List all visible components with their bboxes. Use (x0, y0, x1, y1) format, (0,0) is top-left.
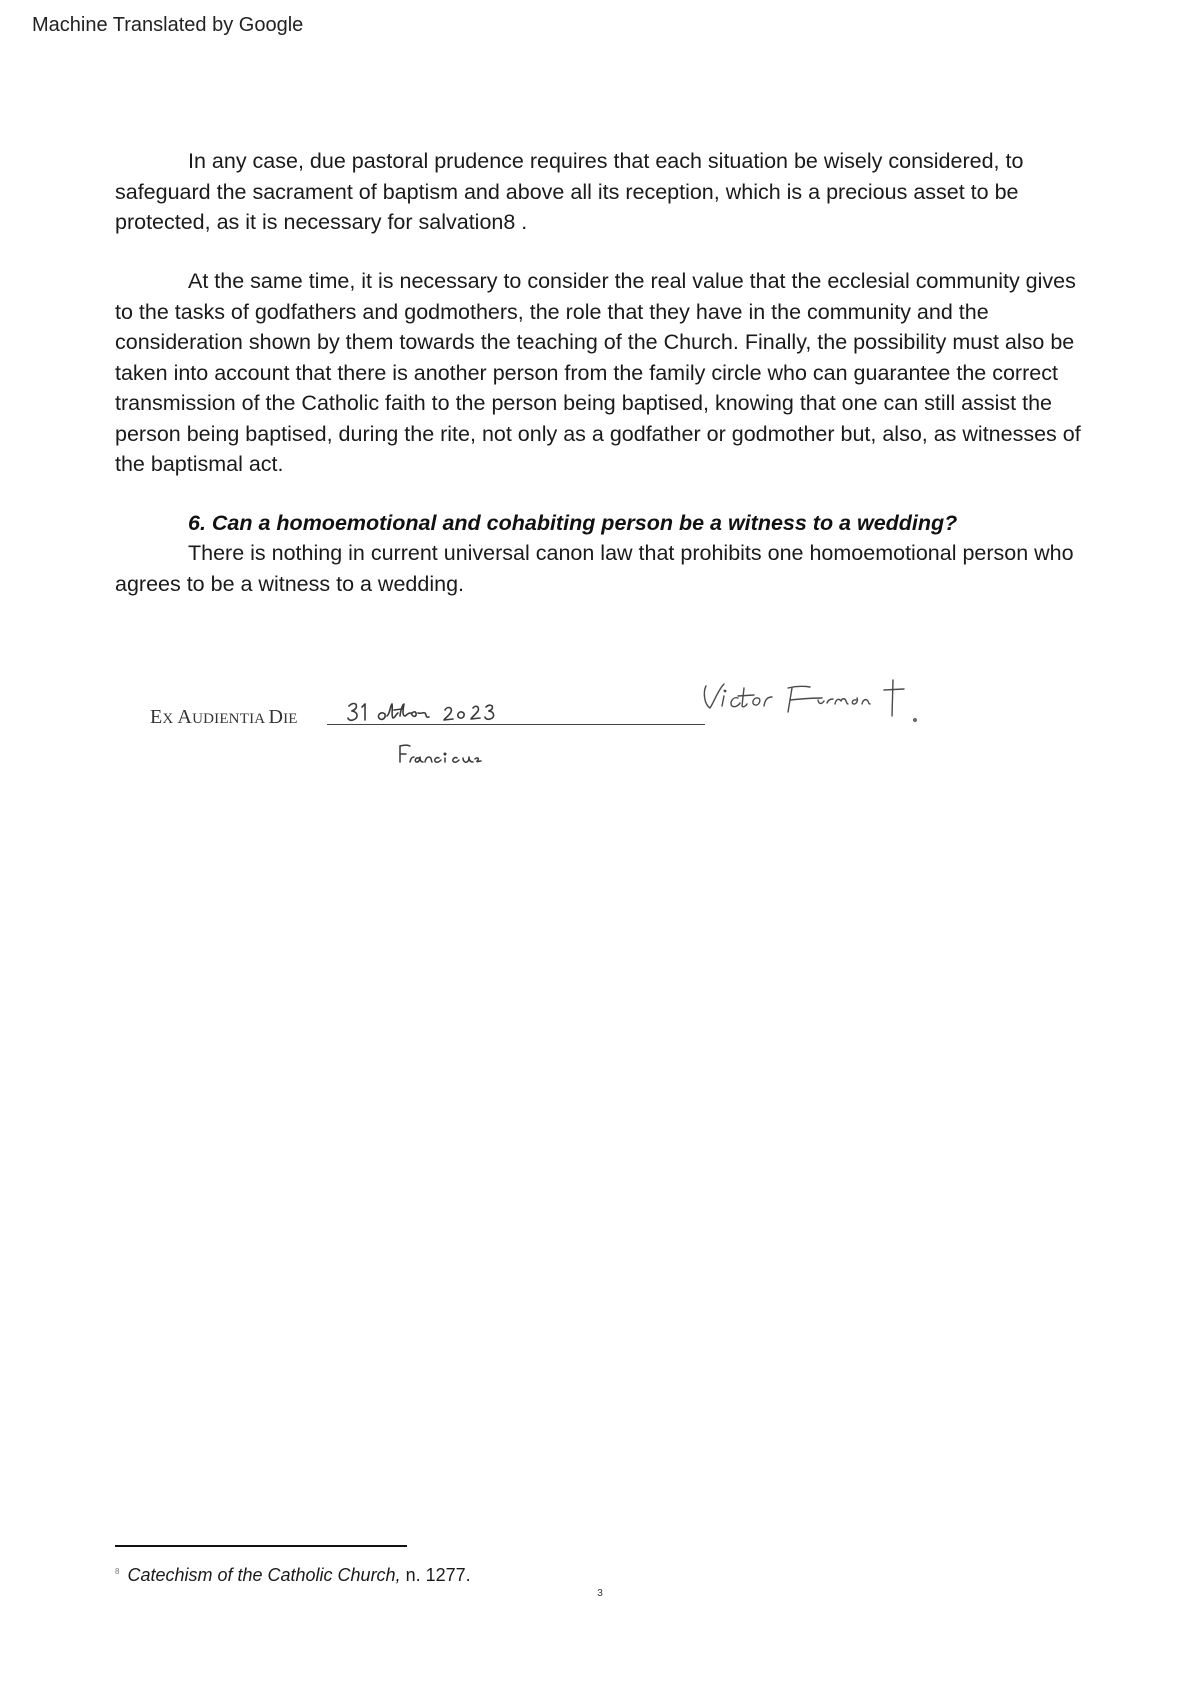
translation-note: Machine Translated by Google (32, 14, 304, 36)
question-answer: There is nothing in current universal canon law that prohibits one homoemotional person who agrees to be a witness to a wedding. (115, 541, 1074, 596)
die-initial: D (268, 706, 284, 728)
die-rest: IE (283, 711, 298, 727)
footnote-marker: 8 (115, 1567, 120, 1576)
question-heading: 6. Can a homoemotional and cohabiting person be a witness to a wedding? (188, 511, 958, 535)
audientia-initial: A (177, 706, 193, 728)
ex-audientia-label (150, 706, 298, 729)
footnote (115, 1560, 471, 1587)
ex-rest: X (162, 711, 178, 727)
audientia-rest: UDIENTIA (192, 711, 269, 727)
handwritten-franciscus (397, 742, 487, 768)
paragraph-ecclesial-community: At the same time, it is necessary to consider the real value that the ecclesial community gives to the tasks of godfathers and godmothers, the role that they have in the community and the consideration shown by them towards the teaching of the Church. Finally, the possibility must also be taken into account that there is another person from the family circle who can guarantee the correct transmission of the Catholic faith to the person being baptised, knowing that one can still assist the person being baptised, during the rite, not only as a godfather or godmother but, also, as witnesses of the baptismal act. (115, 269, 1081, 476)
footnote-title: Catechism of the Catholic Church, (127, 1565, 401, 1585)
footnote-separator (115, 1545, 407, 1547)
handwritten-signature (700, 676, 950, 726)
ex-initial: E (150, 706, 163, 728)
handwritten-date (345, 696, 515, 726)
page-number: 3 (597, 1588, 603, 1599)
paragraph-baptism-prudence: In any case, due pastoral prudence requires that each situation be wisely considered, to safeguard the sacrament of baptism and above all its reception, which is a precious asset to be protected, as it is necessary for salvation8 . (115, 149, 1024, 234)
footnote-reference: n. 1277. (400, 1565, 471, 1585)
